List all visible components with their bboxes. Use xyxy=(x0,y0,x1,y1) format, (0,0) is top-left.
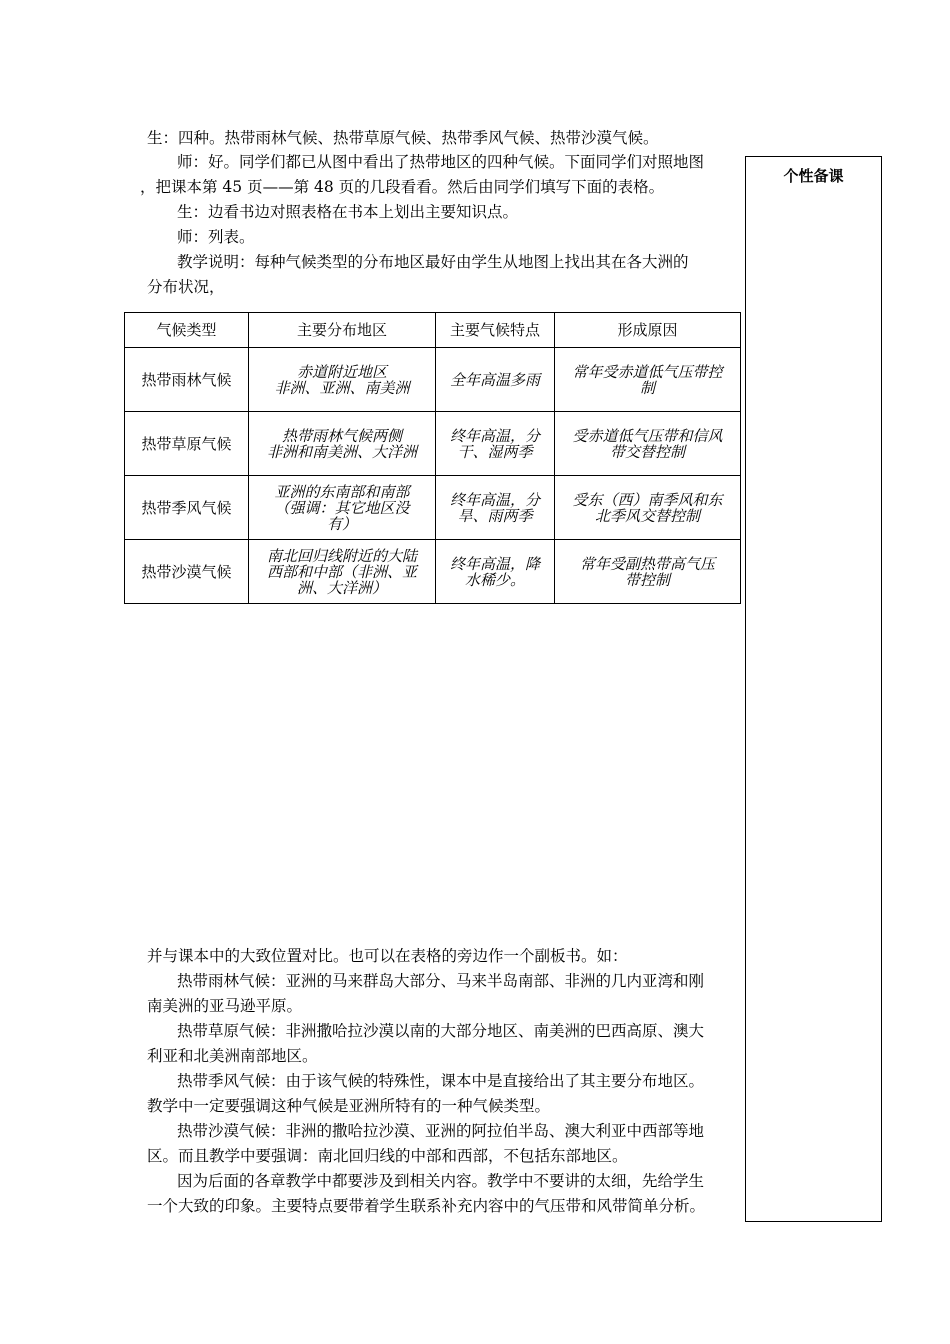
cell-region: 南北回归线附近的大陆 西部和中部（非洲、亚 洲、大洋洲） xyxy=(249,540,436,604)
header-cause: 形成原因 xyxy=(555,313,741,348)
cell-cause: 受东（西）南季风和东 北季风交替控制 xyxy=(555,476,741,540)
table-row xyxy=(125,476,741,540)
header-region: 主要分布地区 xyxy=(249,313,436,348)
body-line-p2b: 南美洲的亚马逊平原。 xyxy=(147,997,303,1015)
cell-feature: 终年高温，降 水稀少。 xyxy=(436,540,555,604)
body-line-p6b: 一个大致的印象。主要特点要带着学生联系补充内容中的气压带和风带简单分析。 xyxy=(147,1197,706,1215)
table-row xyxy=(125,412,741,476)
cell-region: 热带雨林气候两侧 非洲和南美洲、大洋洲 xyxy=(249,412,436,476)
body-line-p4b: 教学中一定要强调这种气候是亚洲所特有的一种气候类型。 xyxy=(147,1097,551,1115)
intro-line-2: 师：好。同学们都已从图中看出了热带地区的四种气候。下面同学们对照地图 xyxy=(177,153,705,171)
cell-climate-type: 热带沙漠气候 xyxy=(125,540,249,604)
header-feature: 主要气候特点 xyxy=(436,313,555,348)
cell-climate-type: 热带季风气候 xyxy=(125,476,249,540)
body-line-p5a: 热带沙漠气候：非洲的撒哈拉沙漠、亚洲的阿拉伯半岛、澳大利亚中西部等地 xyxy=(177,1122,705,1140)
cell-region: 赤道附近地区 非洲、亚洲、南美洲 xyxy=(249,348,436,412)
intro-line-1: 生：四种。热带雨林气候、热带草原气候、热带季风气候、热带沙漠气候。 xyxy=(147,129,659,147)
cell-cause: 受赤道低气压带和信风 带交替控制 xyxy=(555,412,741,476)
body-line-p4a: 热带季风气候：由于该气候的特殊性，课本中是直接给出了其主要分布地区。 xyxy=(177,1072,705,1090)
header-climate-type: 气候类型 xyxy=(125,313,249,348)
climate-table xyxy=(124,312,741,604)
intro-line-6: 教学说明：每种气候类型的分布地区最好由学生从地图上找出其在各大洲的 xyxy=(177,253,689,271)
cell-cause: 常年受副热带高气压 带控制 xyxy=(555,540,741,604)
intro-line-7: 分布状况， xyxy=(147,278,225,296)
intro-line-5: 师：列表。 xyxy=(177,228,255,246)
body-line-p6a: 因为后面的各章教学中都要涉及到相关内容。教学中不要讲的太细，先给学生 xyxy=(177,1172,705,1190)
sidebar-title: 个性备课 xyxy=(783,167,844,185)
intro-line-4: 生：边看书边对照表格在书本上划出主要知识点。 xyxy=(177,203,519,221)
table-header-row xyxy=(125,313,741,348)
cell-feature: 终年高温，分 旱、雨两季 xyxy=(436,476,555,540)
body-line-p2a: 热带雨林气候：亚洲的马来群岛大部分、马来半岛南部、非洲的几内亚湾和刚 xyxy=(177,972,705,990)
cell-feature: 全年高温多雨 xyxy=(436,348,555,412)
cell-climate-type: 热带草原气候 xyxy=(125,412,249,476)
cell-region: 亚洲的东南部和南部 （强调：其它地区没 有） xyxy=(249,476,436,540)
table-row xyxy=(125,540,741,604)
body-line-p3b: 利亚和北美洲南部地区。 xyxy=(147,1047,318,1065)
body-line-p1: 并与课本中的大致位置对比。也可以在表格的旁边作一个副板书。如： xyxy=(147,947,628,965)
cell-climate-type: 热带雨林气候 xyxy=(125,348,249,412)
body-line-p3a: 热带草原气候：非洲撒哈拉沙漠以南的大部分地区、南美洲的巴西高原、澳大 xyxy=(177,1022,705,1040)
intro-line-3: ，把课本第 45 页——第 48 页的几段看看。然后由同学们填写下面的表格。 xyxy=(140,178,665,196)
table-row xyxy=(125,348,741,412)
personal-prep-sidebar xyxy=(745,156,882,1222)
cell-feature: 终年高温，分 干、湿两季 xyxy=(436,412,555,476)
body-line-p5b: 区。而且教学中要强调：南北回归线的中部和西部，不包括东部地区。 xyxy=(147,1147,628,1165)
cell-cause: 常年受赤道低气压带控 制 xyxy=(555,348,741,412)
